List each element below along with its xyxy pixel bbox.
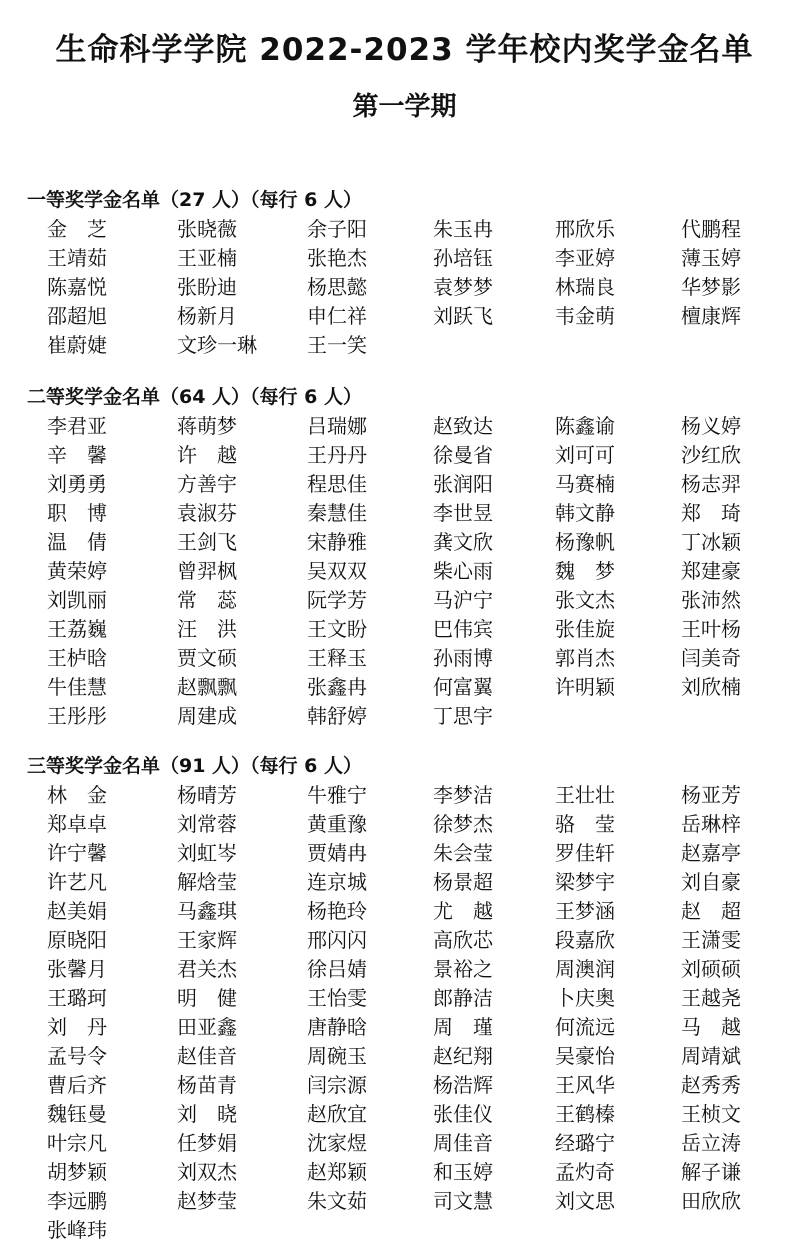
student-name: 杨苗青 [177,1073,237,1097]
student-name: 王桢文 [681,1102,741,1126]
second-class-scholarship-section [27,383,787,731]
student-name: 闫美奇 [681,646,741,670]
student-name: 郑 琦 [681,501,741,525]
student-name: 袁淑芬 [177,501,237,525]
student-name: 王潇雯 [681,928,741,952]
student-name: 马沪宁 [433,588,493,612]
student-name: 周 瑾 [433,1015,493,1039]
student-name: 曹后齐 [47,1073,107,1097]
student-name: 吕瑞娜 [307,414,367,438]
student-name: 王风华 [555,1073,615,1097]
student-name: 王越尧 [681,986,741,1010]
student-name: 许明颖 [555,675,615,699]
student-name: 王鹤榛 [555,1102,615,1126]
student-name: 赵嘉亭 [681,841,741,865]
student-name: 杨新月 [177,304,237,328]
student-name: 郑卓卓 [47,812,107,836]
student-name: 岳琳梓 [681,812,741,836]
student-name: 李君亚 [47,414,107,438]
student-name: 赵秀秀 [681,1073,741,1097]
student-name: 吴双双 [307,559,367,583]
student-name: 赵纪翔 [433,1044,493,1068]
student-name: 唐静晗 [307,1015,367,1039]
student-name: 王璐珂 [47,986,107,1010]
student-name: 郎静洁 [433,986,493,1010]
student-name: 杨义婷 [681,414,741,438]
student-name: 徐梦杰 [433,812,493,836]
student-name: 薄玉婷 [681,246,741,270]
student-name: 和玉婷 [433,1160,493,1184]
student-name: 邢闪闪 [307,928,367,952]
student-name: 杨晴芳 [177,783,237,807]
student-name: 何富翼 [433,675,493,699]
student-name: 温 倩 [47,530,107,554]
document-title: 生命科学学院 2022-2023 学年校内奖学金名单 [55,32,754,68]
student-name: 刘 晓 [177,1102,237,1126]
student-name: 孟灼奇 [555,1160,615,1184]
student-name: 赵 超 [681,899,741,923]
student-name: 卜庆奥 [555,986,615,1010]
student-name: 宋静雅 [307,530,367,554]
student-name: 魏钰曼 [47,1102,107,1126]
student-name: 罗佳轩 [555,841,615,865]
student-name: 蒋萌梦 [177,414,237,438]
student-name: 田欣欣 [681,1189,741,1213]
student-name: 刘跃飞 [433,304,493,328]
student-name: 王梦涵 [555,899,615,923]
student-name: 张馨月 [47,957,107,981]
student-name: 张艳杰 [307,246,367,270]
student-name: 朱会莹 [433,841,493,865]
student-name: 朱玉冉 [433,217,493,241]
student-name: 文珍一琳 [177,333,257,357]
student-name: 骆 莹 [555,812,615,836]
student-name: 杨艳玲 [307,899,367,923]
student-name: 牛佳慧 [47,675,107,699]
student-name: 刘常蓉 [177,812,237,836]
section-heading: 三等奖学金名单（91 人）（每行 6 人） [27,755,363,777]
student-name: 张润阳 [433,472,493,496]
student-name: 周澳润 [555,957,615,981]
student-name: 林 金 [47,783,107,807]
student-name: 刘硕硕 [681,957,741,981]
student-name: 王剑飞 [177,530,237,554]
student-name: 朱文茹 [307,1189,367,1213]
student-name: 阮学芳 [307,588,367,612]
student-name: 辛 馨 [47,443,107,467]
student-name: 徐曼省 [433,443,493,467]
student-name: 李梦洁 [433,783,493,807]
student-name: 段嘉欣 [555,928,615,952]
student-name: 刘文思 [555,1189,615,1213]
student-name: 李世昱 [433,501,493,525]
student-name: 赵飘飘 [177,675,237,699]
student-name: 徐吕婧 [307,957,367,981]
student-name: 黄荣婷 [47,559,107,583]
student-name: 王释玉 [307,646,367,670]
student-name: 巴伟宾 [433,617,493,641]
student-name: 周建成 [177,704,237,728]
student-name: 张鑫冉 [307,675,367,699]
third-class-scholarship-section [27,752,787,1245]
student-name: 刘虹岑 [177,841,237,865]
student-name: 马鑫琪 [177,899,237,923]
student-name: 岳立涛 [681,1131,741,1155]
student-name: 沈家煜 [307,1131,367,1155]
student-name: 代鹏程 [681,217,741,241]
student-name: 丁冰颖 [681,530,741,554]
student-name: 杨思懿 [307,275,367,299]
student-name: 赵梦莹 [177,1189,237,1213]
student-name: 刘勇勇 [47,472,107,496]
name-grid [27,215,787,360]
student-name: 刘可可 [555,443,615,467]
student-name: 马赛楠 [555,472,615,496]
student-name: 方善宇 [177,472,237,496]
student-name: 许艺凡 [47,870,107,894]
student-name: 王荔巍 [47,617,107,641]
student-name: 王家辉 [177,928,237,952]
student-name: 叶宗凡 [47,1131,107,1155]
name-grid [27,781,787,1245]
student-name: 梁梦宇 [555,870,615,894]
student-name: 王彤彤 [47,704,107,728]
student-name: 汪 洪 [177,617,237,641]
student-name: 陈鑫谕 [555,414,615,438]
student-name: 韦金萌 [555,304,615,328]
student-name: 王怡雯 [307,986,367,1010]
student-name: 杨豫帆 [555,530,615,554]
section-heading: 二等奖学金名单（64 人）（每行 6 人） [27,386,363,408]
student-name: 贾文硕 [177,646,237,670]
student-name: 张佳仪 [433,1102,493,1126]
student-name: 田亚鑫 [177,1015,237,1039]
student-name: 解子谦 [681,1160,741,1184]
student-name: 许 越 [177,443,237,467]
student-name: 邵超旭 [47,304,107,328]
student-name: 解焓莹 [177,870,237,894]
student-name: 尤 越 [433,899,493,923]
student-name: 王一笑 [307,333,367,357]
student-name: 申仁祥 [307,304,367,328]
student-name: 赵致达 [433,414,493,438]
student-name: 沙红欣 [681,443,741,467]
student-name: 韩舒婷 [307,704,367,728]
student-name: 吴豪怡 [555,1044,615,1068]
student-name: 张佳旋 [555,617,615,641]
student-name: 王文盼 [307,617,367,641]
student-name: 曾羿枫 [177,559,237,583]
student-name: 高欣芯 [433,928,493,952]
student-name: 王丹丹 [307,443,367,467]
student-name: 刘 丹 [47,1015,107,1039]
student-name: 崔蔚婕 [47,333,107,357]
student-name: 华梦影 [681,275,741,299]
student-name: 孙培钰 [433,246,493,270]
student-name: 杨志羿 [681,472,741,496]
student-name: 张晓薇 [177,217,237,241]
student-name: 明 健 [177,986,237,1010]
student-name: 陈嘉悦 [47,275,107,299]
student-name: 孙雨博 [433,646,493,670]
student-name: 余子阳 [307,217,367,241]
student-name: 赵欣宜 [307,1102,367,1126]
student-name: 张峰玮 [47,1218,107,1242]
student-name: 王靖茹 [47,246,107,270]
semester-subtitle: 第一学期 [352,92,457,122]
student-name: 程思佳 [307,472,367,496]
student-name: 原晓阳 [47,928,107,952]
student-name: 周佳音 [433,1131,493,1155]
student-name: 常 蕊 [177,588,237,612]
student-name: 王壮壮 [555,783,615,807]
student-name: 牛雅宁 [307,783,367,807]
student-name: 许宁馨 [47,841,107,865]
name-grid [27,412,787,731]
student-name: 张盼迪 [177,275,237,299]
student-name: 马 越 [681,1015,741,1039]
student-name: 韩文静 [555,501,615,525]
section-heading: 一等奖学金名单（27 人）（每行 6 人） [27,189,363,211]
student-name: 柴心雨 [433,559,493,583]
student-name: 周靖斌 [681,1044,741,1068]
student-name: 赵郑颖 [307,1160,367,1184]
student-name: 张沛然 [681,588,741,612]
student-name: 王亚楠 [177,246,237,270]
student-name: 黄重豫 [307,812,367,836]
student-name: 赵美娟 [47,899,107,923]
student-name: 贾婧冉 [307,841,367,865]
student-name: 林瑞良 [555,275,615,299]
student-name: 丁思宇 [433,704,493,728]
student-name: 秦慧佳 [307,501,367,525]
student-name: 景裕之 [433,957,493,981]
student-name: 刘双杰 [177,1160,237,1184]
student-name: 袁梦梦 [433,275,493,299]
student-name: 任梦娟 [177,1131,237,1155]
student-name: 连京城 [307,870,367,894]
student-name: 刘欣楠 [681,675,741,699]
student-name: 闫宗源 [307,1073,367,1097]
student-name: 李远鹏 [47,1189,107,1213]
student-name: 魏 梦 [555,559,615,583]
student-name: 何流远 [555,1015,615,1039]
student-name: 郑建豪 [681,559,741,583]
student-name: 李亚婷 [555,246,615,270]
student-name: 王叶杨 [681,617,741,641]
student-name: 君关杰 [177,957,237,981]
student-name: 孟号令 [47,1044,107,1068]
student-name: 刘凯丽 [47,588,107,612]
student-name: 经璐宁 [555,1131,615,1155]
student-name: 刘自豪 [681,870,741,894]
student-name: 周碗玉 [307,1044,367,1068]
student-name: 杨浩辉 [433,1073,493,1097]
first-class-scholarship-section [27,186,787,360]
student-name: 职 博 [47,501,107,525]
student-name: 赵佳音 [177,1044,237,1068]
student-name: 张文杰 [555,588,615,612]
student-name: 杨亚芳 [681,783,741,807]
student-name: 邢欣乐 [555,217,615,241]
student-name: 金 芝 [47,217,107,241]
student-name: 郭肖杰 [555,646,615,670]
student-name: 檀康辉 [681,304,741,328]
student-name: 龚文欣 [433,530,493,554]
student-name: 胡梦颖 [47,1160,107,1184]
student-name: 王栌晗 [47,646,107,670]
student-name: 杨景超 [433,870,493,894]
student-name: 司文慧 [433,1189,493,1213]
